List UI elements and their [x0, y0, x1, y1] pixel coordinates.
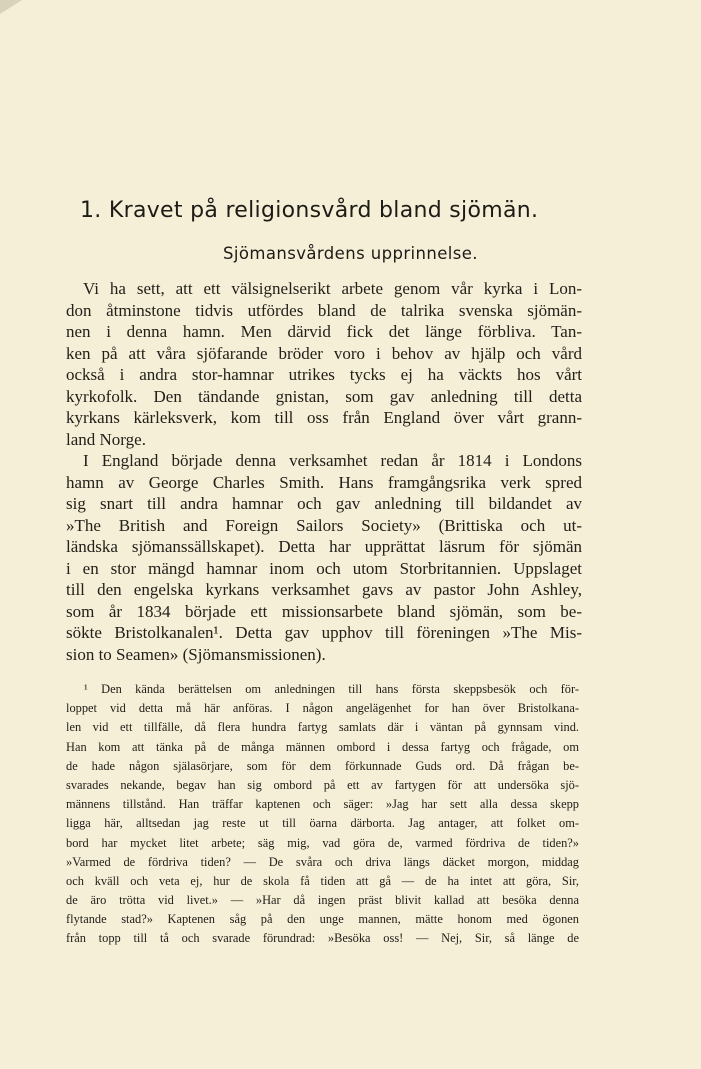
footnote-line: från topp till tå och svarade förundrad: »Besöka oss! — Nej, Sir, så länge de — [66, 931, 579, 946]
footnote-line: männens tillstånd. Han träffar kaptenen och säger: »Jag har sett alla dessa skepp — [66, 797, 579, 812]
section-title: Sjömansvårdens upprinnelse. — [223, 244, 478, 263]
footnote-line: len vid ett tillfälle, då flera hundra fartyg samlats där i väntan på gynnsam vind. — [66, 720, 579, 735]
footnote-line: Han kom att tänka på de många männen ombord i dessa fartyg och frågade, om — [66, 739, 579, 754]
text-line: kyrkofolk. Den tändande gnistan, som gav anledning till detta — [66, 386, 582, 406]
text-line: hamn av George Charles Smith. Hans framgångsrika verk spred — [66, 472, 582, 492]
text-line: I England började denna verksamhet redan år 1814 i Londons — [83, 451, 582, 470]
footnote-line: svarades nekande, begav han sig ombord på ett av fartygen för att undersöka sjö- — [66, 777, 579, 792]
footnote-line: och kväll och veta ej, hur de skola få tiden att gå — de ha intet att göra, Sir, — [66, 873, 579, 888]
text-line: också i andra stor-hamnar utrikes tycks ej ha väckts hos vårt — [66, 365, 582, 384]
text-line: sökte Bristolkanalen¹. Detta gav upphov till föreningen »The Mis- — [66, 623, 582, 642]
text-line: ländska sjömanssällskapet). Detta har upprättat läsrum för sjömän — [66, 537, 582, 556]
footnote-line: bord har mycket litet arbete; säg mig, vad göra de, varmed fördriva de tiden?» — [66, 835, 579, 850]
footnote — [66, 680, 579, 949]
text-line: som år 1834 började ett missionsarbete bland sjömän, som be- — [66, 601, 582, 621]
body-text — [66, 278, 582, 665]
footnote-line: ligga här, alltsedan jag reste ut till öarna därborta. Jag antager, att folket om- — [66, 816, 579, 831]
footnote-line: flytande stad?» Kaptenen såg på den unge mannen, mätte honom med ögonen — [66, 912, 579, 927]
text-line: sion to Seamen» (Sjömansmissionen). — [66, 644, 326, 664]
text-line: sig snart till andra hamnar och gav anledning till bildandet av — [66, 494, 582, 513]
text-line: »The British and Foreign Sailors Society» (Brittiska och ut- — [66, 515, 582, 535]
chapter-title: 1. Kravet på religionsvård bland sjömän. — [80, 198, 539, 223]
text-line: land Norge. — [66, 429, 146, 449]
text-line: till den engelska kyrkans verksamhet gavs av pastor John Ashley, — [66, 580, 582, 599]
text-line: nen i denna hamn. Men därvid fick det länge förbliva. Tan- — [66, 322, 582, 341]
text-line: ken på att våra sjöfarande bröder voro i behov av hjälp och vård — [66, 343, 582, 363]
footnote-line: de hade någon själasörjare, som för dem förkunnade Guds ord. Då frågan be- — [66, 758, 579, 773]
page-corner — [0, 0, 22, 14]
text-line: kyrkans kärleksverk, kom till oss från England över vårt grann- — [66, 408, 582, 427]
text-line: i en stor mängd hamnar inom och utom Storbritannien. Uppslaget — [66, 558, 582, 578]
footnote-line: de äro trötta vid livet.» — »Har då ingen präst blivit kallad att besöka denna — [66, 893, 579, 908]
text-line: Vi ha sett, att ett välsignelserikt arbete genom vår kyrka i Lon- — [83, 279, 582, 298]
footnote-line: loppet vid detta må här anföras. I någon angelägenhet for han över Bristolkana- — [66, 701, 579, 716]
footnote-line: »Varmed de fördriva tiden? — De svåra och driva längs däcket morgon, middag — [66, 854, 579, 869]
footnote-line: ¹ Den kända berättelsen om anledningen till hans första skeppsbesök och för- — [84, 682, 579, 696]
text-line: don åtminstone tidvis utfördes bland de talrika svenska sjömän- — [66, 300, 582, 320]
